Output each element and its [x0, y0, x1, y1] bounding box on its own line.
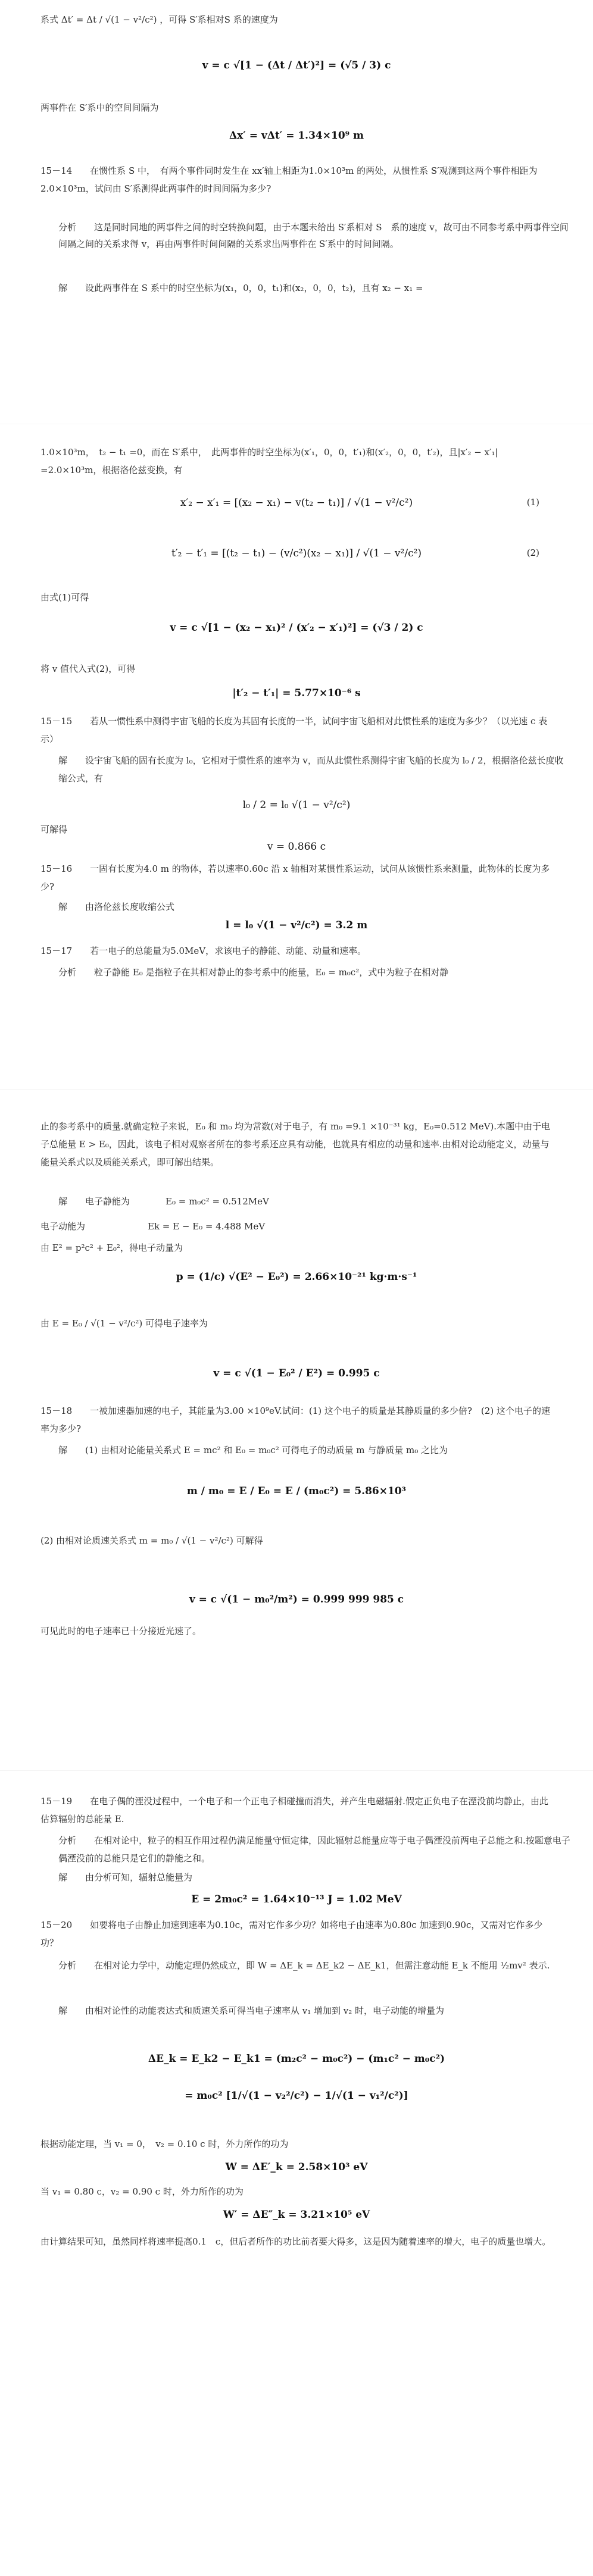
problem-15-18: 15－18 一被加速器加速的电子，其能量为3.00 ×10⁹eV.试问：(1) 这个电子的质量是其静质量的多少倍? (2) 这个电子的速率为多少? [40, 1406, 550, 1434]
solution-line: 解 电子静能为 E₀ = m₀c² = 0.512MeV [58, 1196, 269, 1207]
analysis-paragraph: 分析 这是同时同地的两事件之间的时空转换问题，由于本题未给出 S′系相对 S 系的速度 v，故可由不同参考系中两事件空间间隔之间的关系求得 v，再由两事件时间间隔的关系求出两事件在 S′系中的时间间隔。 [58, 222, 569, 249]
equation-1: x′₂ − x′₁ = [(x₂ − x₁) − v(t₂ − t₁)] / √(1 − v²/c²) [180, 497, 413, 509]
equation-number: (2) [526, 547, 539, 558]
text-line: 电子动能为 Ek = E − E₀ = 4.488 MeV [40, 1221, 266, 1232]
page-divider [0, 1089, 593, 1090]
equation-number: (1) [526, 497, 539, 508]
text-line: 将 v 值代入式(2)，可得 [40, 663, 136, 674]
page-3 [0, 1118, 593, 1802]
page-divider [0, 1770, 593, 1771]
page-2 [0, 443, 593, 1086]
equation: v = c √(1 − E₀² / E²) = 0.995 c [213, 1367, 380, 1379]
text-line: 系式 Δt′ = Δt / √(1 − v²/c²) ，可得 S′系相对S 系的速度为 [40, 14, 278, 25]
text-paragraph: 由计算结果可知，虽然同样将速率提高0.1 c，但后者所作的功比前者要大得多，这是因为随着速率的增大，电子的质量也增大。 [40, 2236, 551, 2247]
page-4 [0, 1792, 593, 2572]
equation: v = c √[1 − (Δt / Δt′)²] = (√5 / 3) c [202, 60, 391, 71]
analysis-paragraph: 分析 在相对论力学中，动能定理仍然成立，即 W = ΔE_k = ΔE_k2 − ΔE_k1，但需注意动能 E_k 不能用 ½mv² 表示. [58, 1960, 550, 1971]
equation: p = (1/c) √(E² − E₀²) = 2.66×10⁻²¹ kg·m·s⁻¹ [176, 1271, 417, 1283]
text-line: 当 v₁ = 0.80 c，v₂ = 0.90 c 时，外力所作的功为 [40, 2186, 244, 2197]
solution-paragraph: 解 设宇宙飞船的固有长度为 l₀，它相对于惯性系的速率为 v，而从此惯性系测得宇宙飞船的长度为 l₀ / 2，根据洛伦兹长度收缩公式，有 [58, 755, 564, 784]
equation: ΔE_k = E_k2 − E_k1 = (m₂c² − m₀c²) − (m₁c² − m₀c²) [148, 2053, 445, 2065]
equation: l₀ / 2 = l₀ √(1 − v²/c²) [242, 799, 351, 811]
text-line: (2) 由相对论质速关系式 m = m₀ / √(1 − v²/c²) 可解得 [40, 1535, 263, 1546]
text-line: 根据动能定理，当 v₁ = 0， v₂ = 0.10 c 时，外力所作的功为 [40, 2139, 289, 2149]
problem-15-16: 15－16 一固有长度为4.0 m 的物体，若以速率0.60c 沿 x 轴相对某惯性系运动，试问从该惯性系来测量，此物体的长度为多少? [40, 863, 550, 892]
text-line: 1.0×10³m， t₂ − t₁ =0，而在 S′系中， 此两事件的时空坐标为(x′₁，0，0，t′₁)和(x′₂，0，0，t′₂)，且|x′₂ − x′₁| =2.0×10³m，根据洛伦兹变换，有 [40, 447, 498, 475]
problem-15-19: 15－19 在电子偶的湮没过程中，一个电子和一个正电子相碰撞而消失，并产生电磁辐射.假定正负电子在湮没前均静止，由此估算辐射的总能量 E. [40, 1796, 548, 1824]
equation: v = c √[1 − (x₂ − x₁)² / (x′₂ − x′₁)²] = (√3 / 2) c [170, 622, 423, 634]
equation: Δx′ = vΔt′ = 1.34×10⁹ m [229, 130, 364, 142]
problem-15-15: 15－15 若从一惯性系中测得宇宙飞船的长度为其固有长度的一半，试问宇宙飞船相对此惯性系的速度为多少？（以光速 c 表示） [40, 716, 548, 744]
equation: v = 0.866 c [267, 841, 326, 853]
text-line: 由 E² = p²c² + E₀²，得电子动量为 [40, 1242, 183, 1253]
equation: m / m₀ = E / E₀ = E / (m₀c²) = 5.86×10³ [186, 1485, 407, 1497]
problem-15-17: 15－17 若一电子的总能量为5.0MeV，求该电子的静能、动能、动量和速率。 [40, 946, 367, 956]
equation: |t′₂ − t′₁| = 5.77×10⁻⁶ s [232, 687, 361, 699]
equation: l = l₀ √(1 − v²/c²) = 3.2 m [225, 919, 368, 931]
equation-2: t′₂ − t′₁ = [(t₂ − t₁) − (v/c²)(x₂ − x₁)] / √(1 − v²/c²) [171, 547, 422, 559]
analysis-paragraph: 分析 粒子静能 E₀ 是指粒子在其相对静止的参考系中的能量，E₀ = m₀c²，式中为粒子在相对静 [58, 967, 449, 978]
solution-paragraph: 解 由洛伦兹长度收缩公式 [58, 902, 175, 912]
equation: W′ = ΔE″_k = 3.21×10⁵ eV [223, 2209, 370, 2221]
analysis-paragraph: 分析 在相对论中，粒子的相互作用过程仍满足能量守恒定律，因此辐射总能量应等于电子偶湮没前两电子总能之和.按题意电子偶湮没前的总能只是它们的静能之和。 [58, 1835, 570, 1864]
text-line: 两事件在 S′系中的空间间隔为 [40, 102, 159, 113]
text-line: 由 E = E₀ / √(1 − v²/c²) 可得电子速率为 [40, 1318, 208, 1329]
page-1 [0, 0, 593, 476]
text-line: 由式(1)可得 [40, 592, 89, 603]
equation: W = ΔE′_k = 2.58×10³ eV [225, 2161, 368, 2173]
equation: = m₀c² [1/√(1 − v₂²/c²) − 1/√(1 − v₁²/c²)] [185, 2090, 408, 2102]
equation: E = 2m₀c² = 1.64×10⁻¹³ J = 1.02 MeV [191, 1893, 402, 1905]
solution-paragraph: 解 (1) 由相对论能量关系式 E = mc² 和 E₀ = m₀c² 可得电子的动质量 m 与静质量 m₀ 之比为 [58, 1445, 448, 1456]
text-paragraph: 止的参考系中的质量.就确定粒子来说，E₀ 和 m₀ 均为常数(对于电子，有 m₀ =9.1 ×10⁻³¹ kg，E₀=0.512 MeV).本题中由于电子总能量 E > E₀，因此，该电子相对观察者所在的参考系还应具有动能，也就具有相应的动量和速率.由相对论动能定义，动量与能量关系式以及质能关系式，即可解出结果。 [40, 1121, 551, 1168]
problem-15-14: 15－14 在惯性系 S 中， 有两个事件同时发生在 xx′轴上相距为1.0×10³m 的两处，从惯性系 S′观测到这两个事件相距为2.0×10³m，试问由 S′系测得此两事件的时间间隔为多少? [40, 165, 538, 194]
solution-line: 解 由分析可知，辐射总能量为 [58, 1872, 193, 1883]
solution-paragraph: 解 设此两事件在 S 系中的时空坐标为(x₁，0，0，t₁)和(x₂，0，0，t₂)，且有 x₂ − x₁ = [58, 283, 423, 293]
text-line: 可见此时的电子速率已十分接近光速了。 [40, 1626, 202, 1636]
solution-paragraph: 解 由相对论性的动能表达式和质速关系可得当电子速率从 v₁ 增加到 v₂ 时，电子动能的增量为 [58, 2005, 445, 2016]
text-line: 可解得 [40, 824, 68, 835]
problem-15-20: 15－20 如要将电子由静止加速到速率为0.10c，需对它作多少功？如将电子由速率为0.80c 加速到0.90c，又需对它作多少功？ [40, 1920, 543, 1948]
equation: v = c √(1 − m₀²/m²) = 0.999 999 985 c [189, 1594, 404, 1605]
